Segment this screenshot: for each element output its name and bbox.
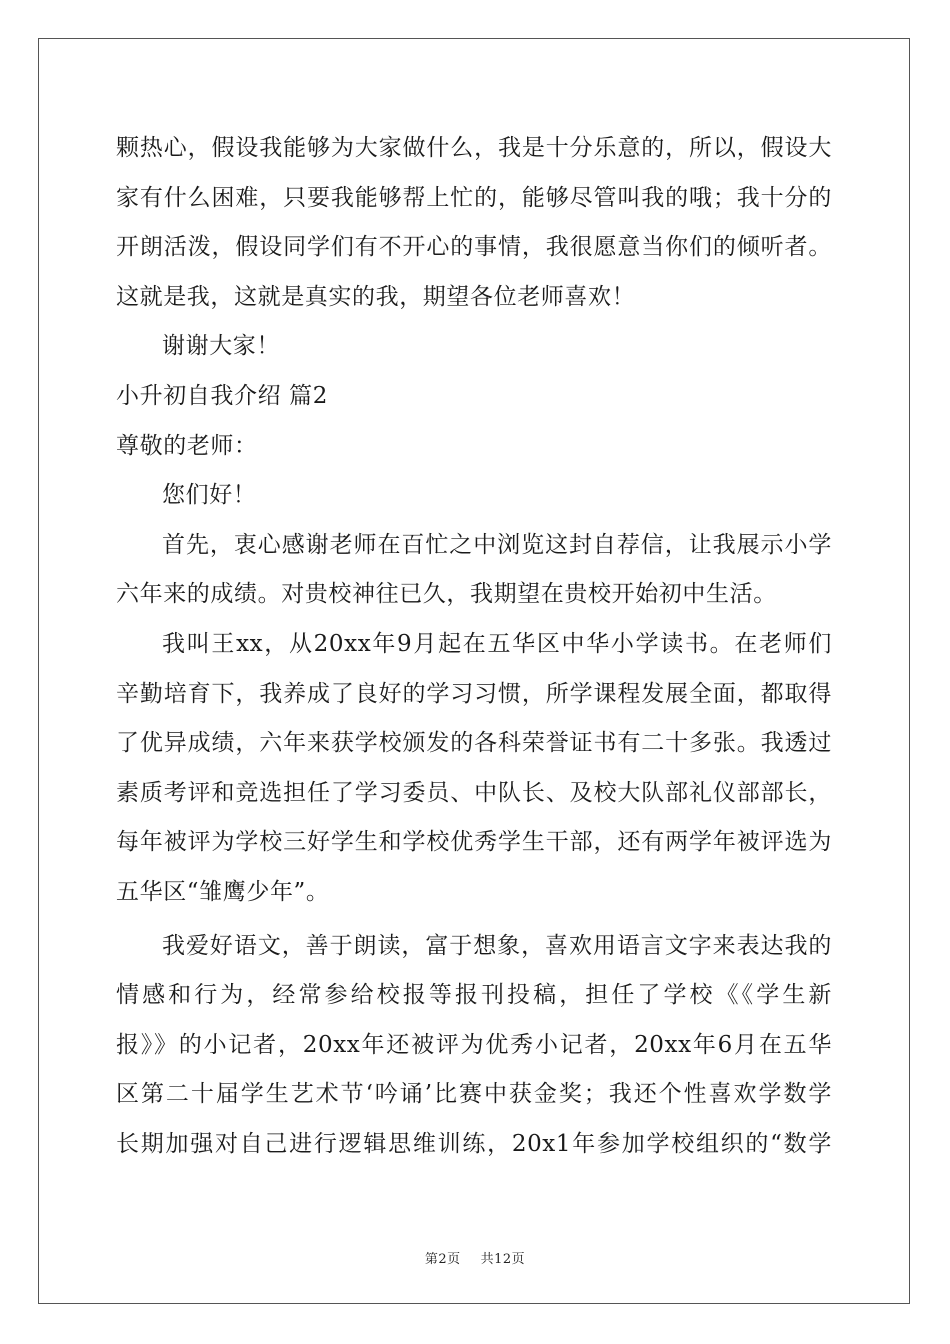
salutation: 尊敬的老师：	[116, 432, 258, 459]
text-line: 谢谢大家！	[162, 333, 280, 360]
page-number: 第2页	[424, 1252, 461, 1267]
text-line: 区第二十届学生艺术节‘吟诵’比赛中获金奖；我还个性喜欢学数学	[116, 1081, 832, 1108]
page-footer	[0, 1248, 950, 1267]
text-line: 报》》的小记者，20xx年还被评为优秀小记者，20xx年6月在五华	[116, 1031, 832, 1058]
text-line: 素质考评和竞选担任了学习委员、中队长、及校大队部礼仪部部长，	[116, 779, 832, 806]
text-line: 颗热心，假设我能够为大家做什么，我是十分乐意的，所以，假设大	[116, 135, 832, 161]
text-line: 首先，衷心感谢老师在百忙之中浏览这封自荐信，让我展示小学	[162, 531, 832, 558]
text-line: 了优异成绩，六年来获学校颁发的各科荣誉证书有二十多张。我透过	[116, 730, 832, 757]
text-line: 辛勤培育下，我养成了良好的学习习惯，所学课程发展全面，都取得	[116, 680, 832, 707]
text-line: 长期加强对自己进行逻辑思维训练，20x1年参加学校组织的“数学	[116, 1130, 832, 1157]
greeting: 您们好！	[162, 482, 257, 509]
text-line: 五华区“雏鹰少年”。	[116, 878, 330, 905]
text-line: 六年来的成绩。对贵校神往已久，我期望在贵校开始初中生活。	[116, 581, 777, 608]
page-total: 共12页	[480, 1252, 526, 1267]
text-line: 我爱好语文，善于朗读，富于想象，喜欢用语言文字来表达我的	[162, 932, 832, 959]
text-line: 我叫王xx，从20xx年9月起在五华区中华小学读书。在老师们	[162, 630, 832, 657]
text-line: 情感和行为，经常参给校报等报刊投稿，担任了学校《《学生新	[116, 982, 832, 1009]
document-body	[116, 124, 832, 1169]
text-line: 每年被评为学校三好学生和学校优秀学生干部，还有两学年被评选为	[116, 829, 832, 856]
text-line: 开朗活泼，假设同学们有不开心的事情，我很愿意当你们的倾听者。	[116, 234, 832, 261]
text-line: 家有什么困难，只要我能够帮上忙的，能够尽管叫我的哦；我十分的	[116, 184, 832, 211]
section-heading: 小升初自我介绍 篇2	[116, 382, 328, 409]
text-line: 这就是我，这就是真实的我，期望各位老师喜欢！	[116, 283, 636, 310]
